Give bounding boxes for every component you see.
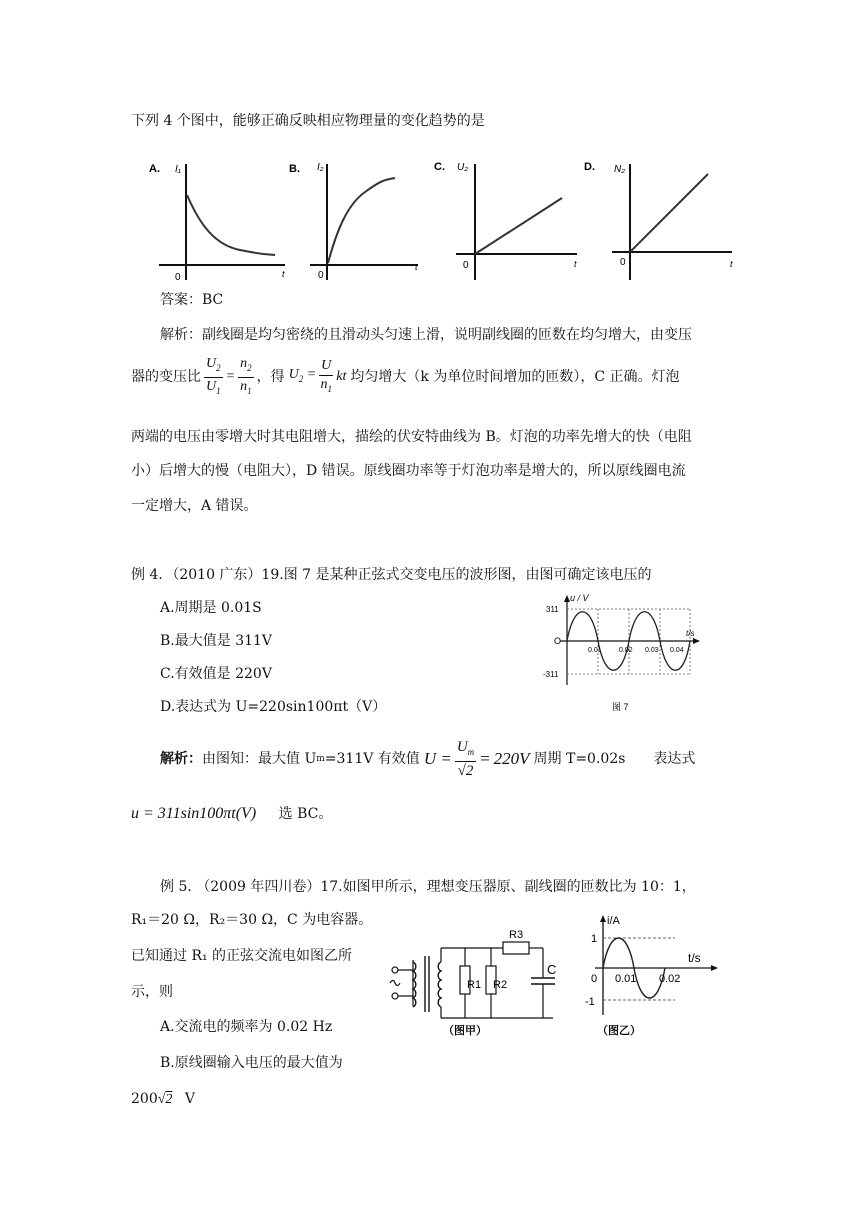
- fig7-tick: 0.03: [645, 647, 659, 654]
- fig7-y-top: 311: [546, 605, 559, 614]
- ex4-analysis-label: 解析：: [160, 751, 202, 767]
- ratio-n-fraction: $\frac{n_2}{n_1}$: [240, 356, 252, 396]
- ex4-analysis-text2: 周期 T=0.02s: [533, 751, 626, 767]
- ex4-analysis-text1b: =311V 有效值: [324, 751, 420, 767]
- r2-label: R2: [493, 979, 508, 991]
- ex5-title: 例 5. （2009 年四川卷）17.如图甲所示，理想变压器原、副线圈的匝数比为 10：1，: [160, 879, 696, 895]
- fig7-y-bottom: -311: [543, 670, 559, 679]
- r1-label: R1: [467, 979, 482, 991]
- q3-analysis-line5: 一定增大，A 错误。: [131, 498, 258, 514]
- graph-origin: 0: [175, 272, 181, 283]
- ex4-option-d: D.表达式为 U=220sin100πt（V）: [160, 699, 387, 715]
- ex4-effective-value: 220V: [493, 749, 530, 768]
- ex4-option-c: C.有效值是 220V: [160, 666, 272, 682]
- graph-ylabel: I₁: [175, 164, 181, 175]
- ex5-line3: 已知通过 R₁ 的正弦交流电如图乙所: [131, 948, 353, 964]
- ex5-figure-jia: [385, 920, 570, 1042]
- u-over-n-fraction: $\frac{U}{n_1}$: [320, 357, 332, 394]
- graph-xlabel: t: [282, 269, 285, 279]
- ex4-analysis-text3: 表达式: [653, 751, 696, 767]
- ex4-figure-7: [540, 592, 705, 721]
- q3-intro: 下列 4 个图中，能够正确反映相应物理量的变化趋势的是: [131, 113, 485, 129]
- yi-caption: （图乙）: [597, 1025, 641, 1037]
- ex4-option-a: A.周期是 0.01S: [160, 600, 262, 616]
- graph-ylabel: U₂: [457, 162, 469, 173]
- c-label: C: [547, 962, 557, 977]
- ex4-analysis-sub: m: [316, 754, 325, 764]
- fig7-tick: 0.04: [670, 647, 684, 654]
- effective-value-fraction: $\frac{U_m}{√2}$: [456, 739, 475, 779]
- q3-analysis-line4: 小）后增大的慢（电阻大），D 错误。原线圈功率等于灯泡功率是增大的，所以原线圈电流: [131, 463, 686, 479]
- graph-letter: A.: [149, 163, 160, 175]
- graph-letter: C.: [434, 161, 445, 173]
- fig7-tick: 0.01: [588, 647, 602, 654]
- fig7-tick: 0.02: [619, 647, 633, 654]
- ex4-analysis: 解析： 由图知：最大值 U m =311V 有效值 U = $\frac{U_m}{√2}$ = 220V 周期 T=0.02s 表达式: [160, 739, 696, 779]
- ratio-u-fraction: $\frac{U_2}{U_1}$: [206, 356, 221, 396]
- graph-ylabel: N₂: [614, 164, 626, 175]
- ex5-line2: R₁＝20 Ω，R₂＝30 Ω，C 为电容器。: [131, 912, 373, 928]
- sqrt-two: √2: [157, 1092, 173, 1107]
- ex5-line4: 示，则: [131, 984, 173, 1000]
- q3-analysis-line2: 器的变压比 $\frac{U_2}{U_1}$ = $\frac{n_2}{n_1}$ ，得 $U_2$ = $\frac{U}{n_1}$ kt 均匀增大（k 为单位时间增加的匝数），C 正确。灯泡: [131, 355, 680, 400]
- analysis-mid: ，得: [256, 369, 285, 386]
- q3-graph-c: [430, 150, 580, 289]
- graph-letter: D.: [584, 161, 595, 173]
- graph-origin: 0: [463, 260, 469, 271]
- graph-ylabel: I₂: [317, 162, 324, 173]
- yi-y-bottom: -1: [585, 996, 595, 1008]
- yi-xaxis-label: t/s: [688, 951, 701, 965]
- ex4-expression-line: [131, 804, 332, 824]
- graph-xlabel: t: [415, 262, 418, 272]
- graph-xlabel: t: [730, 259, 733, 269]
- option-b-unit: V: [184, 1091, 195, 1107]
- yi-origin: 0: [591, 973, 598, 985]
- option-b-number: 200: [131, 1091, 158, 1107]
- graph-origin: 0: [318, 270, 324, 281]
- yi-tick: 0.02: [659, 973, 681, 985]
- q3-graph-a: [145, 150, 290, 289]
- ex5-option-a: A.交流电的频率为 0.02 Hz: [160, 1019, 333, 1035]
- ex5-option-b-value: [131, 1089, 195, 1110]
- yi-tick: 0.01: [615, 973, 637, 985]
- ex4-analysis-text1: 由图知：最大值 U: [202, 751, 317, 767]
- graph-origin: 0: [620, 257, 626, 268]
- q3-answer: 答案：BC: [160, 292, 224, 308]
- q3-graph-b: [285, 150, 430, 289]
- q3-analysis-line3: 两端的电压由零增大时其电阻增大，描绘的伏安特曲线为 B。灯泡的功率先增大的快（电阻: [131, 429, 692, 445]
- fig7-yaxis-label: u / V: [570, 593, 589, 603]
- graph-letter: B.: [289, 163, 300, 175]
- fig7-caption: 图 7: [612, 702, 629, 712]
- fig7-origin: O: [554, 636, 562, 646]
- ex5-figure-yi: [585, 910, 730, 1044]
- r3-label: R3: [509, 929, 524, 941]
- graph-xlabel: t: [574, 259, 577, 269]
- ex4-title: 例 4．（2010 广东）19.图 7 是某种正弦式交变电压的波形图，由图可确定该电压的: [131, 567, 652, 583]
- analysis-prefix: 器的变压比: [131, 369, 201, 386]
- analysis-suffix: 均匀增大（k 为单位时间增加的匝数），C 正确。灯泡: [350, 369, 680, 386]
- ex4-choice: 选 BC。: [278, 806, 333, 822]
- jia-caption: （图甲）: [443, 1025, 487, 1037]
- fig7-xaxis-label: t/s: [686, 629, 695, 638]
- q3-graph-d: [580, 150, 740, 289]
- ex4-expression: u = 311sin100πt(V): [131, 805, 257, 822]
- yi-y-top: 1: [591, 933, 598, 945]
- q3-analysis-line1: 解析：副线圈是均匀密绕的且滑动头匀速上滑，说明副线圈的匝数在均匀增大，由变压: [160, 327, 692, 343]
- yi-yaxis-label: i/A: [607, 915, 620, 927]
- ex4-option-b: B.最大值是 311V: [160, 633, 273, 649]
- ex5-option-b: B.原线圈输入电压的最大值为: [160, 1055, 343, 1071]
